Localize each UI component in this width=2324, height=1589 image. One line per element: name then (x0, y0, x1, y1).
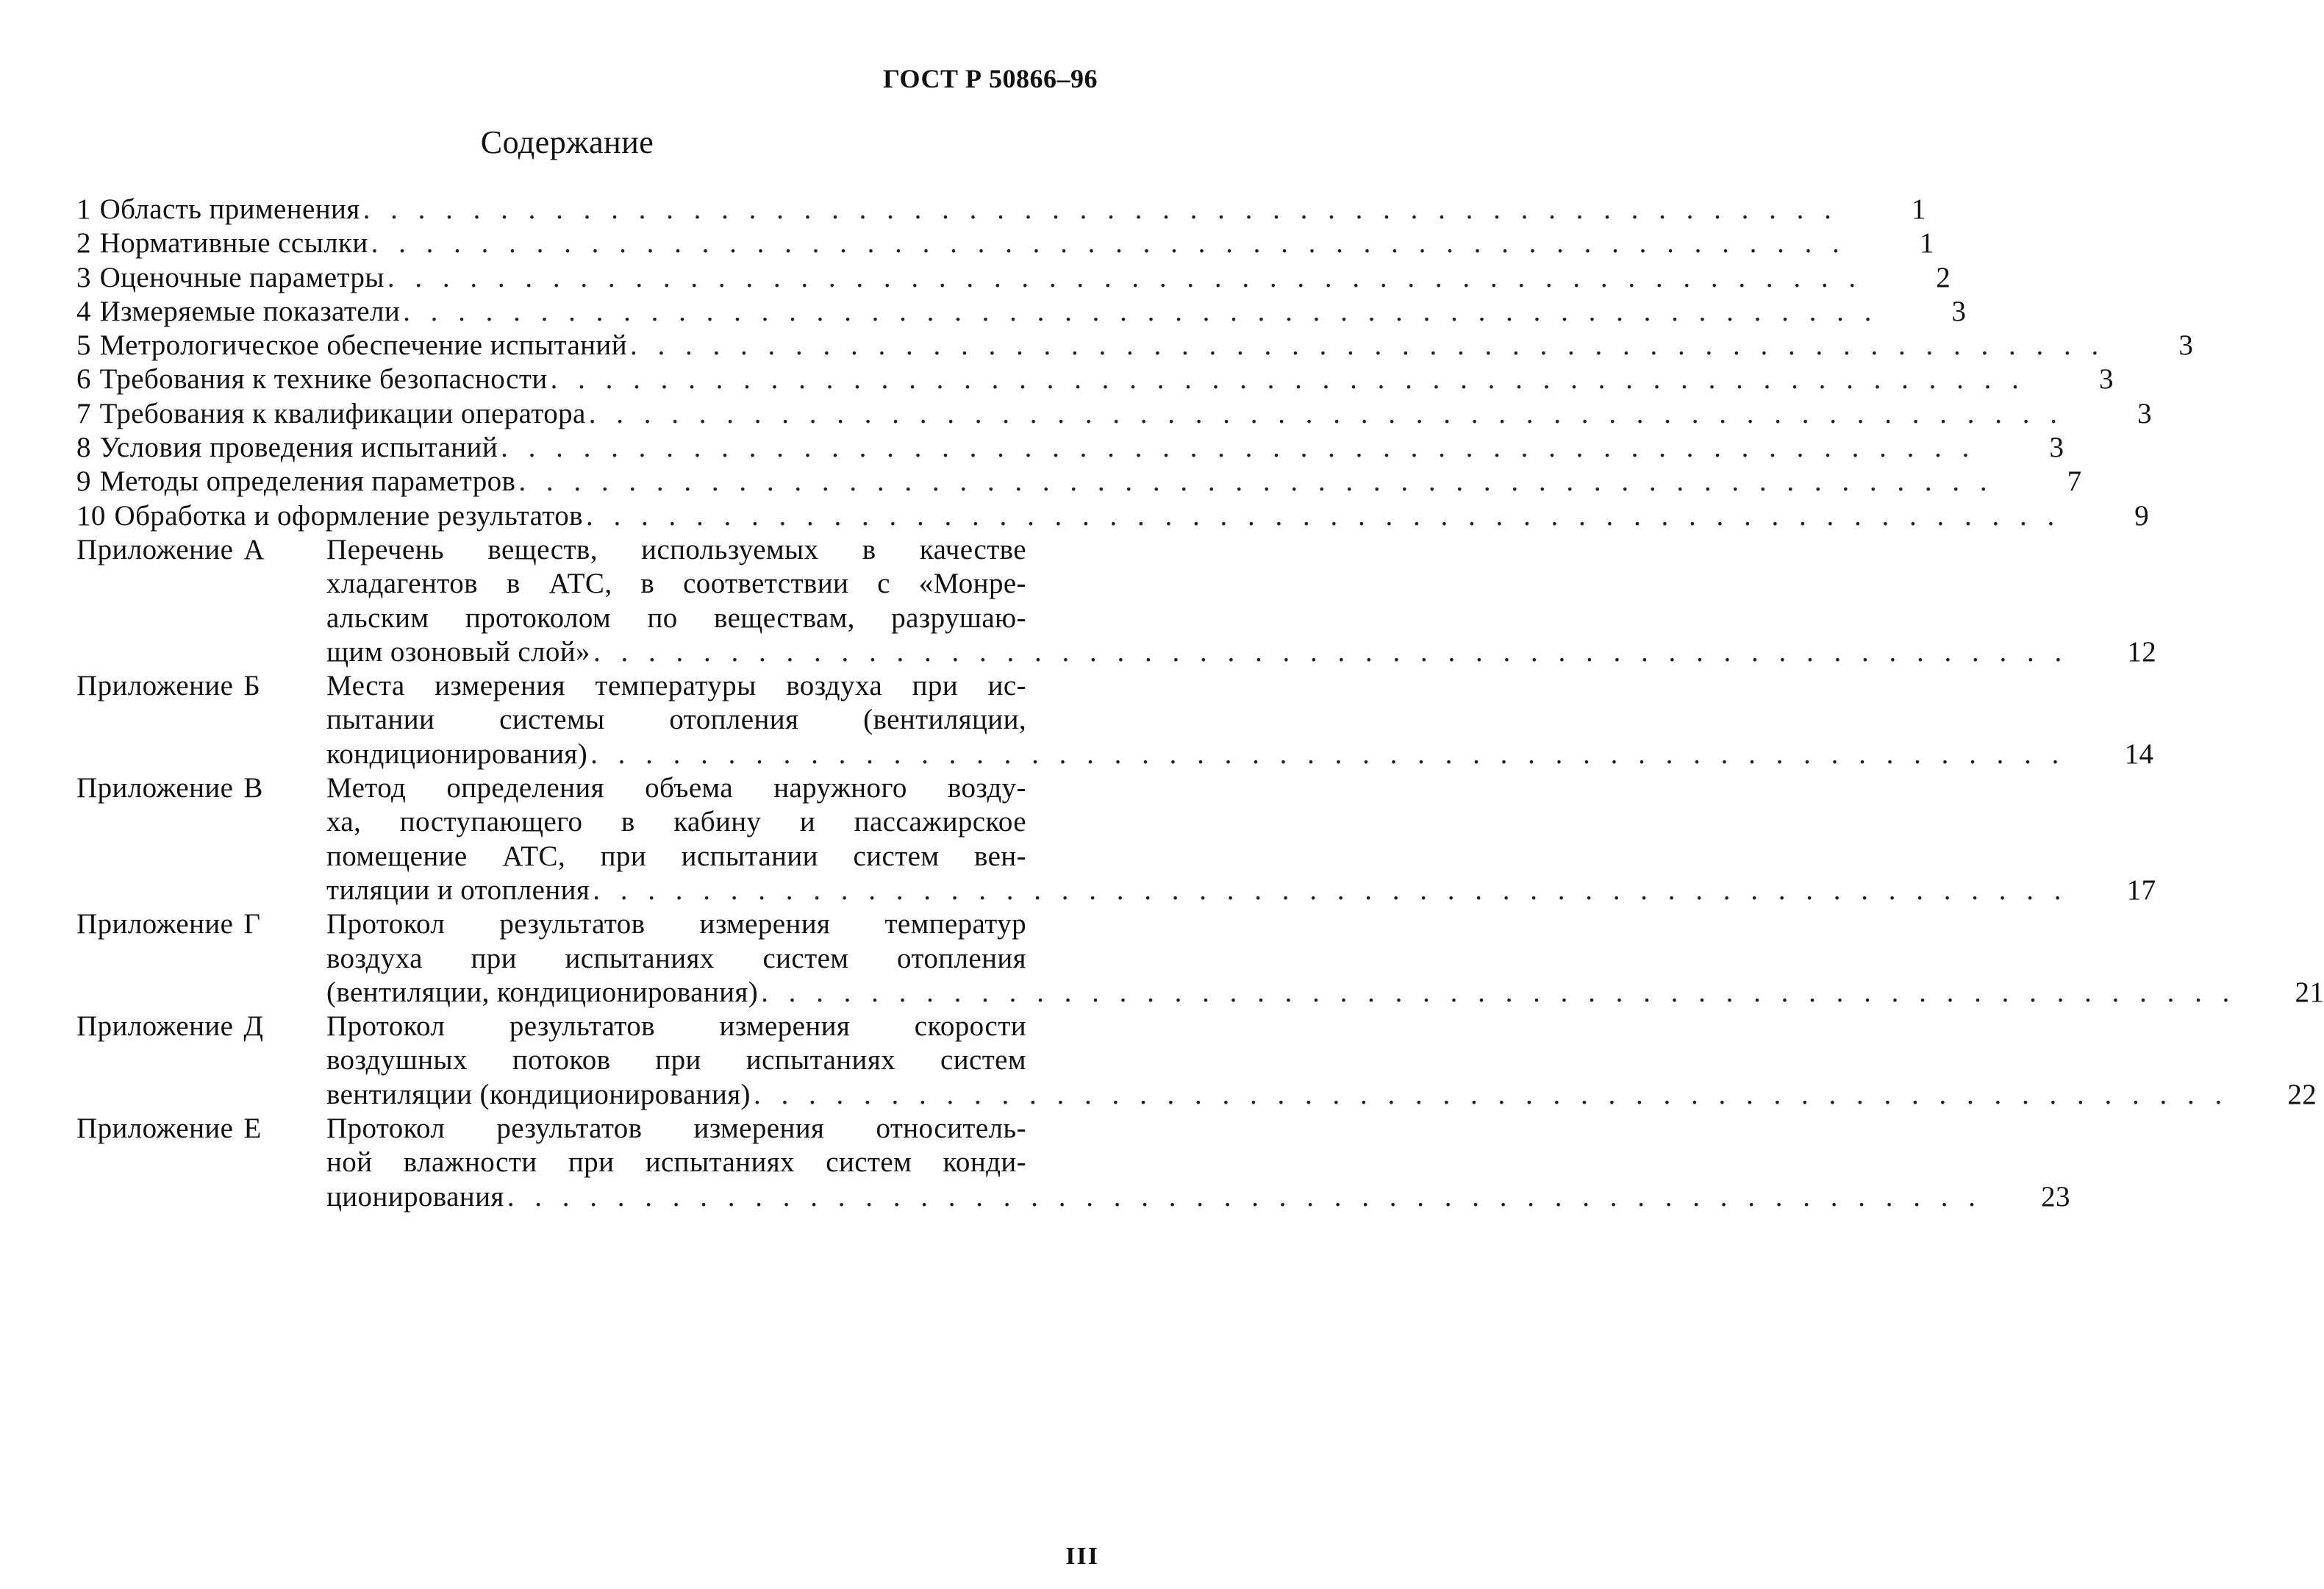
appendix-title-line (326, 1043, 1026, 1077)
word: качестве (919, 533, 1026, 565)
toc-entry-title: Нормативные ссылки (99, 227, 368, 260)
dot-leader: . . . . . . . . . . . . . . . . . . . . . . . . . . . . . . . . . . . . . . . . . . . . . . . . . . . . . . (518, 465, 1994, 498)
appendix-word: Приложение (76, 1010, 234, 1043)
appendix-letter: Б (243, 670, 261, 702)
word: в (640, 568, 655, 600)
toc-entry[interactable] (76, 193, 1926, 226)
appendix-word: Приложение (76, 772, 234, 804)
word: систем (940, 1044, 1026, 1076)
toc-title: Содержание (480, 124, 654, 160)
word: АТС, (502, 840, 566, 872)
appendix-title (326, 907, 2324, 1010)
toc-entry-page: 3 (2049, 432, 2064, 464)
appendix-letter: А (243, 533, 265, 565)
word: разрушаю- (891, 601, 1026, 634)
dot-leader: . . . . . . . . . . . . . . . . . . . . . . . . . . . . . . . . . . . . . . . . . . . . . . . . . . . . . . (585, 499, 2062, 532)
word: испытаниях (746, 1044, 896, 1076)
toc-entry-title: Область применения (99, 193, 360, 225)
word: системы (499, 704, 605, 736)
toc-entry-title-line (76, 261, 385, 295)
appendix-title-last-line (326, 635, 2157, 669)
appendix-word: Приложение (76, 533, 234, 565)
appendix-title-line (326, 669, 1026, 703)
word: влажности (403, 1146, 537, 1179)
word: конди- (943, 1146, 1026, 1179)
toc-entry-title: Условия проведения испытаний (99, 432, 498, 464)
word: измерения (719, 1010, 851, 1043)
toc-entry[interactable] (76, 397, 2152, 431)
dot-leader: . . . . . . . . . . . . . . . . . . . . . . . . . . . . . . . . . . . . . . . . . . . . . . . . . . . . . . (501, 432, 1976, 464)
appendix-letter: В (243, 772, 263, 804)
toc-entry-page: 21 (2295, 976, 2324, 1008)
appendix-title-line (326, 703, 1026, 737)
toc-entry-page: 3 (2178, 329, 2194, 362)
dot-leader: . . . . . . . . . . . . . . . . . . . . . . . . . . . . . . . . . . . . . . . . . . . . . . . . . . . . . . (753, 1078, 2229, 1110)
toc-entry-title-line (76, 193, 360, 226)
page-number: III (1065, 1543, 1099, 1570)
word: вен- (974, 840, 1026, 872)
appendix-title-line: (вентиляции, кондиционирования) (326, 976, 759, 1008)
word: измерения (435, 670, 565, 702)
appendix-word: Приложение (76, 908, 234, 940)
word: воздуха (326, 942, 423, 974)
toc-entry-page: 9 (2134, 499, 2150, 532)
word: помещение (326, 840, 468, 872)
appendix-title (326, 1010, 2317, 1112)
toc-entry-page: 1 (1920, 227, 1934, 260)
toc-entry-title: Требования к технике безопасности (99, 363, 548, 396)
appendix-title-line: кондиционирования) (326, 738, 588, 770)
word: испытаниях (645, 1146, 795, 1179)
word: измерения (699, 908, 831, 940)
toc-entry-page: 12 (2127, 635, 2157, 668)
word: с (877, 568, 890, 600)
word: систем (826, 1146, 912, 1179)
appendix-label (76, 771, 326, 805)
toc-entry-title-line (76, 465, 515, 499)
appendix-title-line (326, 840, 1026, 874)
word: температур (884, 908, 1026, 940)
dot-leader: . . . . . . . . . . . . . . . . . . . . . . . . . . . . . . . . . . . . . . . . . . . . . . . . . . . . . . (588, 397, 2064, 429)
word: АТС, (548, 568, 612, 600)
appendix-title-line (326, 1010, 1026, 1043)
toc-entry-title-line (76, 363, 548, 396)
appendix-title-last-line (326, 1180, 2070, 1214)
word: ха, (326, 806, 362, 838)
appendix-title-line: тиляции и отопления (326, 874, 590, 906)
word: пытании (326, 704, 435, 736)
toc-entry-page: 3 (2098, 363, 2114, 396)
toc-entry-title: Методы определения параметров (99, 465, 516, 498)
word: при (912, 670, 959, 702)
toc-entry[interactable] (76, 329, 2194, 363)
word: результатов (509, 1010, 655, 1043)
toc-entry-page: 2 (1936, 261, 1951, 293)
appendix-title (326, 669, 2154, 771)
word: веществ, (487, 533, 598, 565)
toc-entry-page: 22 (2287, 1078, 2317, 1110)
word: наружного (773, 772, 907, 804)
table-of-contents (76, 193, 2324, 1214)
word: хладагентов (326, 568, 478, 600)
dot-leader: . . . . . . . . . . . . . . . . . . . . . . . . . . . . . . . . . . . . . . . . . . . . . . . . . . . . . . (593, 635, 2069, 668)
toc-appendix-entry[interactable] (76, 1112, 2070, 1214)
toc-entry-page: 1 (1911, 193, 1926, 225)
toc-entry-title: Требования к квалификации оператора (99, 397, 586, 429)
toc-entry-number: 2 (76, 227, 91, 260)
toc-entry-title-line (76, 295, 400, 329)
dot-leader: . . . . . . . . . . . . . . . . . . . . . . . . . . . . . . . . . . . . . . . . . . . . . . . . . . . . . . (403, 295, 1878, 327)
appendix-title (326, 533, 2157, 669)
word: используемых (641, 533, 819, 565)
toc-appendix-entry[interactable] (76, 1010, 2317, 1112)
standard-number: ГОСТ Р 50866–96 (883, 64, 1098, 93)
word: результатов (496, 1113, 643, 1145)
toc-entry-title: Измеряемые показатели (99, 295, 401, 327)
appendix-title-line (326, 942, 1026, 976)
dot-leader: . . . . . . . . . . . . . . . . . . . . . . . . . . . . . . . . . . . . . . . . . . . . . . . . . . . . . . (761, 976, 2237, 1008)
word: Перечень (326, 533, 445, 565)
appendix-letter: Г (243, 908, 261, 940)
word: по (647, 601, 678, 634)
appendix-title-line: щим озоновый слой» (326, 635, 590, 668)
appendix-title-line (326, 907, 1026, 941)
toc-entry-page: 14 (2124, 738, 2154, 770)
appendix-title-last-line (326, 738, 2154, 771)
toc-entry-page: 23 (2041, 1180, 2070, 1213)
word: в (862, 533, 876, 565)
toc-entry[interactable] (76, 465, 2082, 499)
appendix-title (326, 771, 2156, 907)
word: систем (853, 840, 940, 872)
appendix-label (76, 533, 326, 567)
word: пассажирское (854, 806, 1026, 838)
word: отопления (669, 704, 799, 736)
toc-entry-title-line (76, 226, 368, 260)
word: протоколом (465, 601, 612, 634)
toc-entry-number: 1 (76, 193, 91, 225)
dot-leader: . . . . . . . . . . . . . . . . . . . . . . . . . . . . . . . . . . . . . . . . . . . . . . . . . . . . . . (362, 193, 1838, 225)
word: кабину (673, 806, 762, 838)
toc-appendix-entry[interactable] (76, 533, 2157, 669)
word: определения (446, 772, 605, 804)
dot-leader: . . . . . . . . . . . . . . . . . . . . . . . . . . . . . . . . . . . . . . . . . . . . . . . . . . . . . . (371, 227, 1846, 260)
dot-leader: . . . . . . . . . . . . . . . . . . . . . . . . . . . . . . . . . . . . . . . . . . . . . . . . . . . . . . (629, 329, 2106, 362)
word: относитель- (876, 1113, 1026, 1145)
toc-appendix-entry[interactable] (76, 771, 2156, 907)
toc-entry[interactable] (76, 431, 2064, 465)
toc-entry-title-line (76, 397, 586, 431)
word: соответствии (683, 568, 849, 600)
toc-entry-page: 7 (2067, 465, 2082, 498)
toc-entry-title: Оценочные параметры (99, 261, 385, 293)
word: измерения (693, 1113, 825, 1145)
word: (вентиляции, (863, 704, 1026, 736)
word: веществам, (714, 601, 855, 634)
word: испытании (681, 840, 818, 872)
word: Протокол (326, 1010, 446, 1043)
toc-entry[interactable] (76, 499, 2150, 533)
dot-leader: . . . . . . . . . . . . . . . . . . . . . . . . . . . . . . . . . . . . . . . . . . . . . . . . . . . . . . (593, 874, 2068, 906)
appendix-title-line (326, 1112, 1026, 1146)
word: испытаниях (565, 942, 715, 974)
word: температуры (595, 670, 757, 702)
appendix-title-last-line (326, 874, 2156, 907)
word: при (568, 1146, 615, 1179)
appendix-title-last-line (326, 976, 2324, 1010)
toc-entry-number: 9 (76, 465, 91, 498)
toc-entry-number: 10 (76, 499, 106, 532)
word: отопления (897, 942, 1026, 974)
appendix-label (76, 907, 326, 941)
appendix-word: Приложение (76, 670, 234, 702)
toc-entry-page: 17 (2126, 874, 2156, 906)
word: «Монре- (918, 568, 1026, 600)
word: результатов (499, 908, 646, 940)
dot-leader: . . . . . . . . . . . . . . . . . . . . . . . . . . . . . . . . . . . . . . . . . . . . . . . . . . . . . . (550, 363, 2026, 396)
toc-entry-number: 5 (76, 329, 91, 362)
dot-leader: . . . . . . . . . . . . . . . . . . . . . . . . . . . . . . . . . . . . . . . . . . . . . . . . . . . . . . (387, 261, 1863, 293)
toc-entry-title: Метрологическое обеспечение испытаний (99, 329, 627, 362)
toc-entry-title-line (76, 499, 583, 533)
toc-appendix-entry[interactable] (76, 669, 2154, 771)
word: при (471, 942, 517, 974)
word: и (799, 806, 816, 838)
word: воздушных (326, 1044, 468, 1076)
toc-entry[interactable] (76, 295, 1967, 329)
word: Метод (326, 772, 407, 804)
toc-entry[interactable] (76, 261, 1951, 295)
word: поступающего (399, 806, 583, 838)
toc-entry-page: 3 (2137, 397, 2152, 429)
word: потоков (512, 1044, 611, 1076)
toc-entry-title-line (76, 431, 498, 465)
word: Протокол (326, 1113, 446, 1145)
word: скорости (914, 1010, 1026, 1043)
word: ной (326, 1146, 373, 1179)
word: при (600, 840, 647, 872)
toc-entry[interactable] (76, 226, 1934, 260)
toc-entry-number: 8 (76, 432, 91, 464)
appendix-title-line (326, 1146, 1026, 1179)
appendix-letter: Д (243, 1010, 264, 1043)
appendix-title-line: ционирования (326, 1180, 504, 1213)
word: при (655, 1044, 701, 1076)
word: в (621, 806, 635, 838)
appendix-title (326, 1112, 2070, 1214)
word: альским (326, 601, 429, 634)
toc-entry-number: 4 (76, 295, 91, 327)
appendix-title-line (326, 567, 1026, 601)
word: Протокол (326, 908, 446, 940)
word: в (506, 568, 521, 600)
toc-entry[interactable] (76, 363, 2114, 396)
word: возду- (947, 772, 1026, 804)
dot-leader: . . . . . . . . . . . . . . . . . . . . . . . . . . . . . . . . . . . . . . . . . . . . . . . . . . . . . . (590, 738, 2066, 770)
toc-entry-number: 3 (76, 261, 91, 293)
word: систем (762, 942, 849, 974)
appendix-title-line (326, 601, 1026, 635)
word: воздуха (786, 670, 883, 702)
appendix-label (76, 1010, 326, 1043)
appendix-title-last-line (326, 1078, 2317, 1112)
appendix-title-line: вентиляции (кондиционирования) (326, 1078, 751, 1110)
toc-entry-page: 3 (1951, 295, 1967, 327)
word: ис- (987, 670, 1026, 702)
toc-entry-number: 7 (76, 397, 91, 429)
toc-appendix-entry[interactable] (76, 907, 2324, 1010)
toc-entry-title: Обработка и оформление результатов (114, 499, 583, 532)
appendix-label (76, 669, 326, 703)
appendix-label (76, 1112, 326, 1146)
dot-leader: . . . . . . . . . . . . . . . . . . . . . . . . . . . . . . . . . . . . . . . . . . . . . . . . . . . . . . (507, 1180, 1982, 1213)
appendix-letter: Е (243, 1113, 262, 1145)
appendix-title-line (326, 771, 1026, 805)
word: объема (645, 772, 734, 804)
appendix-title-line (326, 533, 1026, 567)
toc-entry-number: 6 (76, 363, 91, 396)
appendix-title-line (326, 805, 1026, 839)
toc-entry-title-line (76, 329, 627, 363)
word: Места (326, 670, 405, 702)
appendix-word: Приложение (76, 1113, 234, 1145)
